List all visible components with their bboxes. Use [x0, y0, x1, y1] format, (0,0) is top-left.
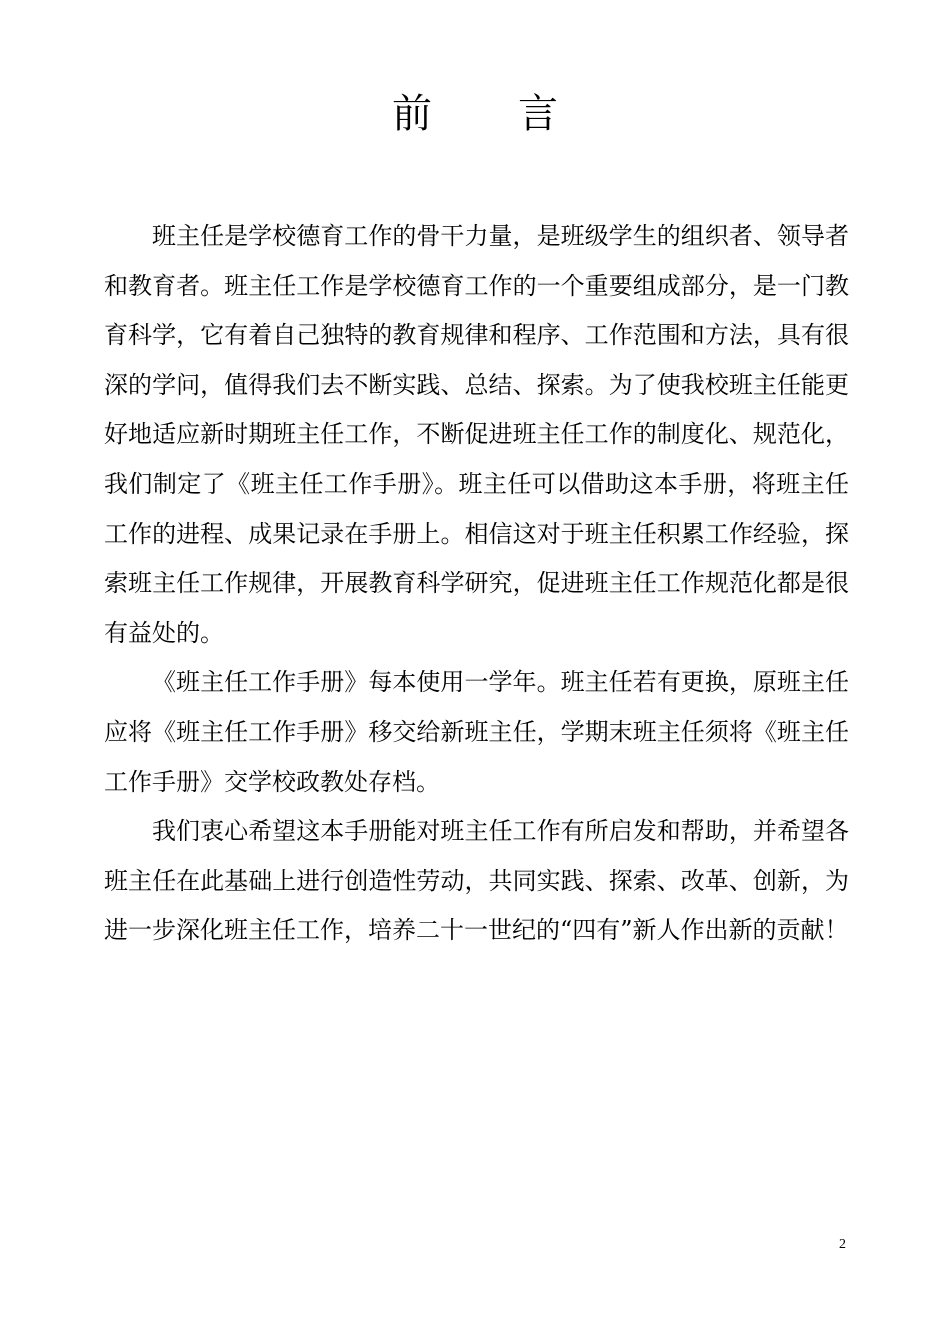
- paragraph-1: 班主任是学校德育工作的骨干力量，是班级学生的组织者、领导者和教育者。班主任工作是学校德育工作的一个重要组成部分，是一门教育科学，它有着自己独特的教育规律和程序、工作范围和方法，具有很深的学问，值得我们去不断实践、总结、探索。为了使我校班主任能更好地适应新时期班主任工作，不断促进班主任工作的制度化、规范化，我们制定了《班主任工作手册》。班主任可以借助这本手册，将班主任工作的进程、成果记录在手册上。相信这对于班主任积累工作经验，探索班主任工作规律，开展教育科学研究，促进班主任工作规范化都是很有益处的。: [104, 222, 849, 647]
- title-char-2: 言: [518, 91, 558, 137]
- paragraph-2: 《班主任工作手册》每本使用一学年。班主任若有更换，原班主任应将《班主任工作手册》移交给新班主任，学期末班主任须将《班主任工作手册》交学校政教处存档。: [104, 668, 849, 796]
- paragraph-3: 我们衷心希望这本手册能对班主任工作有所启发和帮助，并希望各班主任在此基础上进行创造性劳动，共同实践、探索、改革、创新，为进一步深化班主任工作，培养二十一世纪的“四有”新人作出新的贡献！: [104, 817, 849, 945]
- page-number: 2: [839, 1237, 846, 1252]
- preface-body: [104, 212, 849, 956]
- title-char-1: 前: [392, 91, 432, 137]
- page-title: [0, 88, 950, 140]
